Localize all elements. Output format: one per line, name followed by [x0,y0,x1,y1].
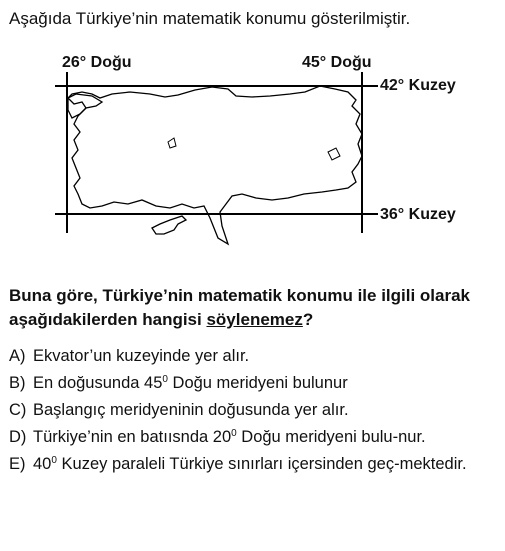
option-text-part: En doğusunda 45 [33,374,163,392]
answer-option[interactable] [9,427,489,448]
option-text [33,427,489,448]
answer-option[interactable] [9,400,489,421]
answer-option[interactable] [9,346,489,367]
option-text-part: Doğu meridyeni bulu-nur. [236,428,426,446]
degree-superscript: 0 [162,374,168,385]
option-text-part: Başlangıç meridyeninin doğusunda yer alır. [33,401,349,419]
option-text-part: Doğu meridyeni bulunur [167,374,348,392]
meridian-west-label: 26° Doğu [62,54,132,71]
intro-text: Aşağıda Türkiye’nin matematik konumu gösterilmiştir. [9,9,411,28]
parallel-north-label: 42° Kuzey [380,77,456,94]
parallel-south-label: 36° Kuzey [380,206,456,223]
option-letter: D) [9,428,27,446]
lake-tuz [168,138,176,148]
meridian-east-label: 45° Doğu [302,54,372,71]
turkey-map-figure [0,48,505,258]
option-text-part: Türkiye’nin en batıısnda 20 [33,428,232,446]
cyprus-outline [152,216,186,234]
question-after: ? [302,310,314,329]
question-text [9,284,499,332]
question-before: Buna göre, Türkiye’nin matematik konumu ile ilgili olarak aşağıdakilerden hangisi [9,286,471,329]
option-text-part: Kuzey paraleli Türkiye sınırları içersinden geç-mektedir. [56,455,467,473]
turkey-outline [68,86,362,244]
answer-option[interactable] [9,454,489,475]
option-letter: E) [9,455,26,473]
option-text [33,373,489,394]
option-letter: A) [9,347,26,365]
option-text [33,346,489,367]
option-text-part: Ekvator’un kuzeyinde yer alır. [33,347,250,365]
lake-van [328,148,340,160]
option-letter: B) [9,374,26,392]
answer-options [9,346,489,481]
option-text [33,454,489,475]
option-letter: C) [9,401,27,419]
question-underlined: söylenemez [206,310,303,329]
option-text-part: 40 [33,455,52,473]
degree-superscript: 0 [51,455,57,466]
degree-superscript: 0 [231,428,237,439]
answer-option[interactable] [9,373,489,394]
option-text [33,400,489,421]
